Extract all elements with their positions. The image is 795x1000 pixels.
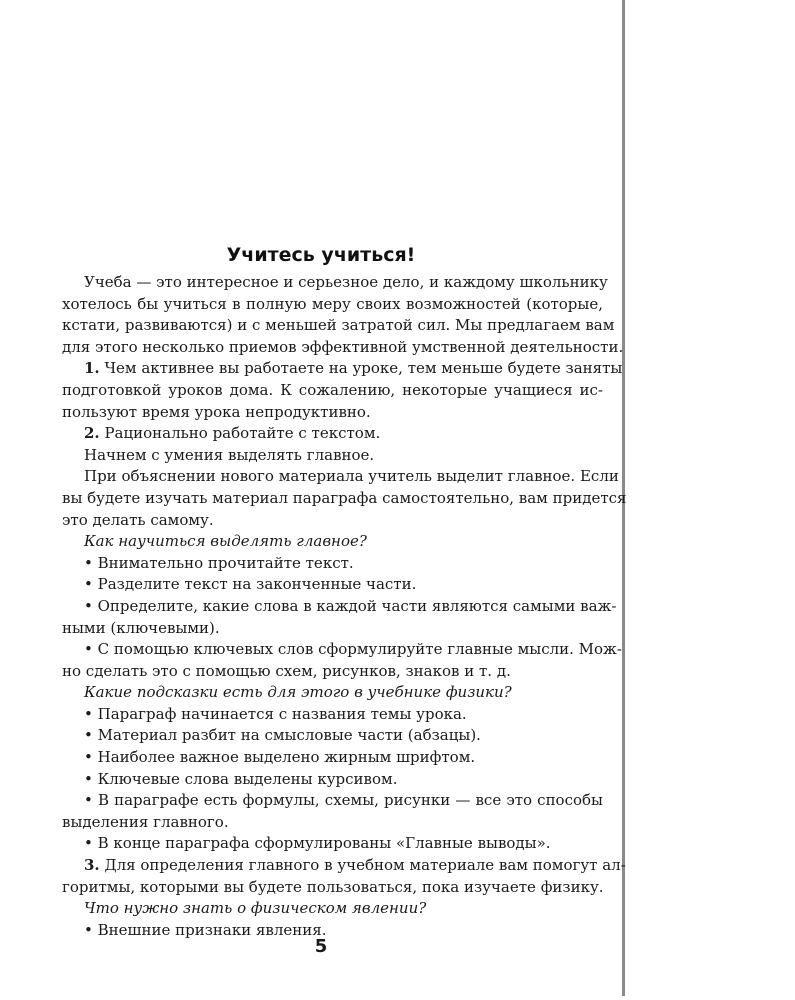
paragraph [62,769,603,791]
line-text: Какие подсказки есть для этого в учебнике физики? [84,683,512,702]
item-number: 2. [84,424,100,443]
text-line [62,402,603,424]
paragraph [62,704,603,726]
line-text: Для определения главного в учебном материале вам помогут ал- [99,856,626,875]
line-text: • Внешние признаки явления. [84,920,327,939]
text-line [62,380,603,402]
text-line [62,358,623,380]
text-line [62,596,617,618]
line-text: для этого несколько приемов эффективной умственной деятельности. [62,337,624,356]
page-title: Учитесь учиться! [226,244,416,266]
line-text: При объяснении нового материала учитель выделит главное. Если [84,467,619,486]
text-line [62,510,603,532]
line-text: ными (ключевыми). [62,618,220,637]
line-text: Начнем с умения выделять главное. [84,445,375,464]
text-line [62,790,603,812]
text-line [62,488,627,510]
text-line [62,639,622,661]
item-number: 1. [84,359,100,378]
text-line [62,553,603,575]
text-line [62,337,624,359]
line-text: выделения главного. [62,812,229,831]
paragraph [62,574,603,596]
text-line [62,725,603,747]
line-text: Учеба — это интересное и серьезное дело, и каждому школьнику [84,273,608,291]
document-body [62,272,627,941]
line-text: это делать самому. [62,510,214,529]
text-line [62,466,619,488]
line-text: Что нужно знать о физическом явлении? [84,899,427,918]
line-text: • Ключевые слова выделены курсивом. [84,769,398,788]
text-line [62,704,603,726]
text-line [62,747,603,769]
line-text: • Внимательно прочитайте текст. [84,553,354,572]
line-text: горитмы, которыми вы будете пользоваться, пока изучаете физику. [62,877,604,896]
text-line [62,531,603,553]
paragraph [62,639,622,682]
paragraph [62,272,624,358]
line-text: пользуют время урока непродуктивно. [62,402,371,421]
paragraph [62,833,603,855]
paragraph [62,725,603,747]
line-text: • Разделите текст на законченные части. [84,575,417,594]
line-text: • В конце параграфа сформулированы «Главные выводы». [84,834,551,853]
text-line [62,833,603,855]
section-question [62,898,603,920]
text-line [62,618,603,640]
line-text: • С помощью ключевых слов сформулируйте главные мысли. Мож- [84,640,622,659]
line-text: • В параграфе есть формулы, схемы, рисунки — все это способы [84,791,603,810]
text-line [62,682,603,704]
paragraph [62,358,623,423]
paragraph [62,553,603,575]
text-line [62,574,603,596]
text-line [62,294,603,316]
paragraph [62,423,603,445]
text-line [62,423,603,445]
line-text: • Материал разбит на смысловые части (абзацы). [84,726,481,745]
line-text: • Определите, какие слова в каждой части являются самыми важ- [84,596,617,615]
section-question [62,531,603,553]
text-line [62,769,603,791]
text-line [62,855,626,877]
text-line [62,812,603,834]
paragraph [62,445,603,467]
line-text: Чем активнее вы работаете на уроке, тем меньше будете заняты [99,359,623,378]
line-text: хотелось бы учиться в полную меру своих возможностей (которые, [62,294,603,313]
page-number: 5 [314,936,328,957]
line-text: кстати, развиваются) и с меньшей затратой сил. Мы предлагаем вам [62,316,615,335]
item-number: 3. [84,856,100,875]
line-text: • Наиболее важное выделено жирным шрифтом. [84,748,476,767]
paragraph [62,855,626,898]
text-line [62,661,603,683]
line-text: подготовкой уроков дома. К сожалению, некоторые учащиеся ис- [62,380,603,399]
line-text: Как научиться выделять главное? [84,532,367,551]
section-question [62,682,603,704]
text-line [62,315,615,337]
text-line [62,272,608,294]
paragraph [62,466,627,531]
line-text: • Параграф начинается с названия темы урока. [84,704,467,723]
paragraph [62,790,603,833]
line-text: вы будете изучать материал параграфа самостоятельно, вам придется [62,488,627,507]
text-line [62,445,603,467]
paragraph [62,596,617,639]
text-line [62,898,603,920]
paragraph [62,747,603,769]
line-text: но сделать это с помощью схем, рисунков, знаков и т. д. [62,661,511,680]
line-text: Рационально работайте с текстом. [99,424,381,443]
text-line [62,877,603,899]
